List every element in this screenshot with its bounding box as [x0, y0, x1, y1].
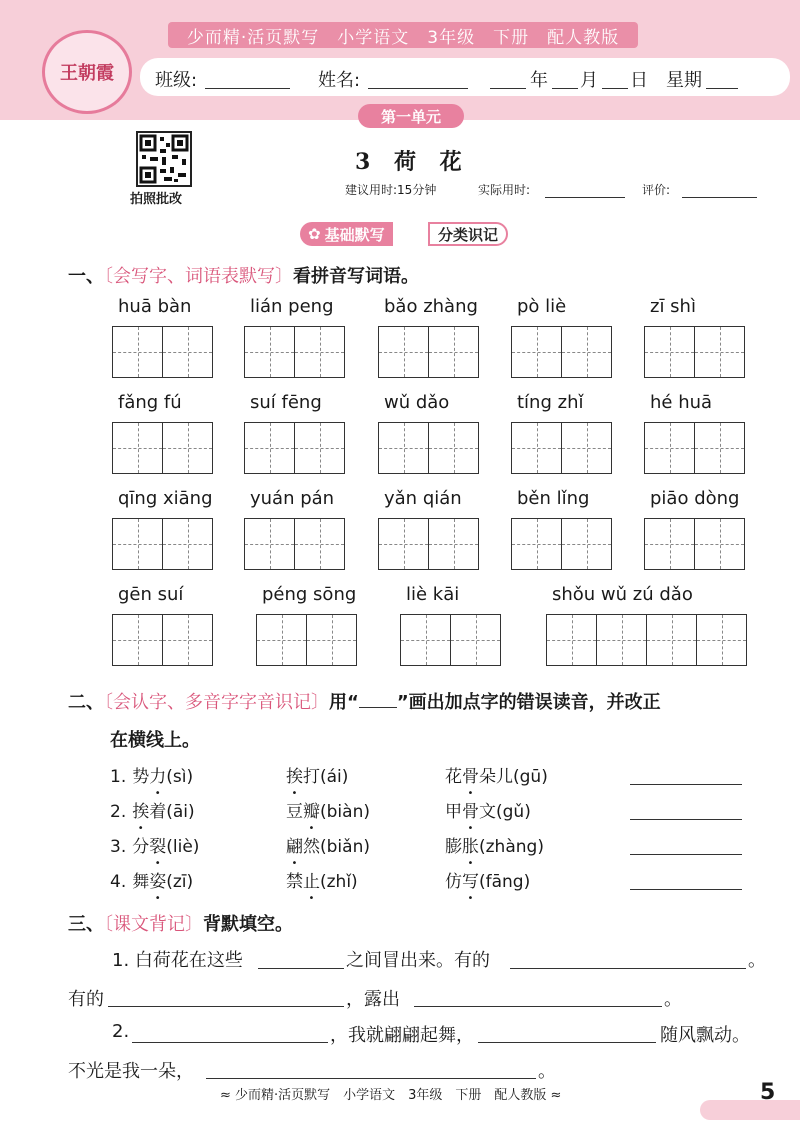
tianzi-cell[interactable] [428, 518, 479, 570]
dotted-char[interactable]: 挨 [286, 767, 303, 787]
q3-blank-2[interactable] [510, 968, 746, 969]
tianzi-cell[interactable] [256, 614, 307, 666]
pinyin-label: yuán pán [250, 488, 335, 509]
item-text: 豆 [286, 802, 303, 822]
tianzi-cell[interactable] [244, 326, 295, 378]
writing-grid[interactable] [511, 326, 612, 378]
actual-time-label: 实际用时: [478, 183, 531, 197]
q3-line4a: 不光是我一朵， [68, 1061, 194, 1082]
q2-text-b: ”画出加点字的错误读音，并改正 [396, 692, 661, 713]
q2-answer-line[interactable] [630, 784, 742, 785]
page-number: 5 [760, 1080, 776, 1105]
writing-grid[interactable] [511, 422, 612, 474]
tianzi-cell[interactable] [244, 422, 295, 474]
item-text: 着 [149, 802, 167, 822]
dotted-char[interactable]: 瓣 [303, 802, 320, 822]
evaluation-label: 评价: [642, 183, 671, 197]
q3-line2a: 有的 [68, 989, 104, 1010]
item-text: (fāng) [479, 872, 531, 892]
dotted-char[interactable]: 骨 [462, 767, 479, 787]
q3-blank-4[interactable] [414, 1006, 662, 1007]
writing-grid[interactable] [400, 614, 501, 666]
item-text: (āi) [166, 802, 195, 822]
q2-answer-line[interactable] [630, 819, 742, 820]
dotted-char[interactable]: 骨 [462, 802, 479, 822]
writing-grid[interactable] [256, 614, 357, 666]
tianzi-cell[interactable] [400, 614, 451, 666]
q2-answer-line[interactable] [630, 889, 742, 890]
class-label: 班级: [155, 70, 198, 91]
unit-badge: 第一单元 [358, 104, 464, 128]
q2-item [286, 797, 370, 822]
pinyin-label: piāo dòng [650, 488, 740, 509]
tianzi-cell[interactable] [112, 614, 163, 666]
writing-grid[interactable] [244, 518, 345, 570]
writing-grid[interactable] [644, 326, 745, 378]
item-text: (sì) [166, 767, 194, 787]
q3-blank-7[interactable] [206, 1078, 536, 1079]
item-text: 禁 [286, 872, 303, 892]
publisher-logo [42, 30, 132, 114]
item-text: (zhǐ) [320, 872, 358, 892]
q3-blank-6[interactable] [478, 1042, 656, 1043]
tianzi-cell[interactable] [428, 422, 479, 474]
q2-number: 二、 [68, 692, 104, 713]
lesson-title: 3 荷 花 [355, 149, 470, 175]
q2-item [286, 762, 348, 787]
month-field[interactable] [552, 70, 578, 89]
writing-grid[interactable] [112, 326, 213, 378]
q3-blank-3[interactable] [108, 1006, 344, 1007]
pinyin-label: zī shì [650, 296, 696, 317]
dotted-char[interactable]: 止 [303, 872, 320, 892]
tianzi-cell[interactable] [244, 518, 295, 570]
q1-text: 看拼音写词语。 [293, 266, 419, 287]
dotted-char[interactable]: 写 [462, 872, 479, 892]
item-text: 打 [303, 767, 320, 787]
item-text: 然 [303, 837, 320, 857]
section-tag-basic [300, 222, 393, 246]
tianzi-cell[interactable] [596, 614, 647, 666]
q2-item [110, 797, 195, 822]
q1-tag: 〔会写字、词语表默写〕 [104, 266, 293, 287]
pinyin-label: suí fēng [250, 392, 322, 413]
item-text: (zī) [166, 872, 194, 892]
qr-code-icon[interactable] [136, 131, 192, 187]
tianzi-cell[interactable] [294, 422, 345, 474]
q3-text: 背默填空。 [203, 914, 293, 935]
dotted-char[interactable]: 裂 [149, 837, 167, 857]
q2-item [445, 832, 544, 857]
item-text: 甲 [445, 802, 462, 822]
item-text: (biàn) [320, 802, 370, 822]
item-text: 花 [445, 767, 462, 787]
tianzi-cell[interactable] [112, 518, 163, 570]
class-field[interactable] [205, 70, 290, 89]
day-label: 日 [630, 70, 648, 91]
pinyin-label: shǒu wǔ zú dǎo [552, 584, 693, 605]
tianzi-cell[interactable] [378, 518, 429, 570]
tianzi-cell[interactable] [306, 614, 357, 666]
q2-item [445, 867, 530, 892]
q2-item [110, 867, 193, 892]
footer-wave [700, 1100, 800, 1120]
item-text: (ái) [320, 767, 349, 787]
writing-grid[interactable] [378, 326, 479, 378]
tianzi-cell[interactable] [428, 326, 479, 378]
dotted-char[interactable]: 姿 [149, 872, 167, 892]
tianzi-cell[interactable] [644, 518, 695, 570]
section-tag-basic-label: 基础默写 [324, 225, 385, 244]
tianzi-cell[interactable] [644, 326, 695, 378]
pinyin-label: huā bàn [118, 296, 192, 317]
item-text: 膨 [445, 837, 462, 857]
logo-text: 王朝霞 [60, 63, 114, 84]
pinyin-label: yǎn qián [384, 488, 462, 509]
item-text: (biǎn) [320, 837, 370, 857]
q2-text-c: 在横线上。 [110, 730, 200, 751]
section-tag-classify: 分类识记 [428, 222, 508, 246]
q3-heading [68, 910, 293, 936]
pinyin-label: wǔ dǎo [384, 392, 450, 413]
day-field[interactable] [602, 70, 628, 89]
q2-answer-line[interactable] [630, 854, 742, 855]
tianzi-cell[interactable] [294, 326, 345, 378]
q1-number: 一、 [68, 266, 104, 287]
q3-line2c: 。 [664, 989, 682, 1010]
q2-tag: 〔会认字、多音字字音识记〕 [104, 692, 329, 713]
q3-number: 三、 [68, 914, 104, 935]
q2-item [286, 867, 358, 892]
tianzi-cell[interactable] [694, 422, 745, 474]
item-text: (gū) [513, 767, 548, 787]
q3-blank-1[interactable] [258, 968, 344, 969]
pinyin-label: hé huā [650, 392, 713, 413]
suggested-time: 建议用时:15分钟 [345, 183, 437, 197]
pinyin-label: tíng zhǐ [517, 392, 584, 413]
item-text: 文 [479, 802, 496, 822]
pinyin-label: péng sōng [262, 584, 357, 605]
pinyin-label: liè kāi [406, 584, 460, 605]
writing-grid[interactable] [112, 614, 213, 666]
pinyin-label: pò liè [517, 296, 567, 317]
evaluation-field[interactable] [682, 197, 757, 198]
item-text: 1. [110, 767, 127, 787]
tianzi-cell[interactable] [162, 422, 213, 474]
writing-grid[interactable] [112, 422, 213, 474]
tianzi-cell[interactable] [694, 518, 745, 570]
tianzi-cell[interactable] [561, 326, 612, 378]
writing-grid[interactable] [546, 614, 747, 666]
q2-item [110, 832, 199, 857]
q2-item [445, 797, 531, 822]
pinyin-label: qīng xiāng [118, 488, 213, 509]
tianzi-cell[interactable] [378, 326, 429, 378]
dotted-char[interactable]: 力 [149, 767, 167, 787]
item-text: 3. [110, 837, 127, 857]
year-label: 年 [530, 70, 548, 91]
series-title: 少而精·活页默写 小学语文 3年级 下册 配人教版 [168, 22, 638, 48]
tianzi-cell[interactable] [511, 518, 562, 570]
tianzi-cell[interactable] [294, 518, 345, 570]
item-text: (gǔ) [496, 802, 531, 822]
item-text: 势 [132, 767, 150, 787]
writing-grid[interactable] [644, 518, 745, 570]
pinyin-label: bǎo zhàng [384, 296, 478, 317]
q2-heading [68, 688, 661, 714]
writing-grid[interactable] [244, 422, 345, 474]
writing-grid[interactable] [112, 518, 213, 570]
tianzi-cell[interactable] [162, 614, 213, 666]
q3-blank-5[interactable] [132, 1042, 328, 1043]
q3-line3b: ，我就翩翩起舞， [330, 1025, 474, 1046]
item-text: 2. [110, 802, 127, 822]
tianzi-cell[interactable] [511, 326, 562, 378]
flower-icon: ✿ [308, 225, 321, 243]
q3-line1c: 。 [748, 950, 766, 971]
name-label: 姓名: [318, 70, 361, 91]
pinyin-label: gēn suí [118, 584, 184, 605]
writing-grid[interactable] [378, 422, 479, 474]
item-text: 舞 [132, 872, 150, 892]
item-text: (zhàng) [479, 837, 544, 857]
dotted-char[interactable]: 胀 [462, 837, 479, 857]
dotted-char[interactable]: 挨 [132, 802, 150, 822]
q3-line1b: 之间冒出来。有的 [346, 950, 490, 971]
tianzi-cell[interactable] [561, 518, 612, 570]
writing-grid[interactable] [511, 518, 612, 570]
item-text: 朵儿 [479, 767, 513, 787]
q3-line1a: 1. 白荷花在这些 [112, 950, 243, 971]
tianzi-cell[interactable] [511, 422, 562, 474]
tianzi-cell[interactable] [378, 422, 429, 474]
q3-line3a: 2. [112, 1021, 130, 1042]
item-text: 4. [110, 872, 127, 892]
q2-item [286, 832, 370, 857]
tianzi-cell[interactable] [162, 326, 213, 378]
qr-label: 拍照批改 [130, 192, 183, 207]
actual-time-field[interactable] [545, 197, 625, 198]
q1-heading [68, 262, 419, 288]
tianzi-cell[interactable] [546, 614, 597, 666]
month-label: 月 [580, 70, 598, 91]
tianzi-cell[interactable] [112, 326, 163, 378]
tianzi-cell[interactable] [646, 614, 697, 666]
q3-tag: 〔课文背记〕 [104, 914, 203, 935]
q3-line2b: ，露出 [346, 989, 400, 1010]
writing-grid[interactable] [644, 422, 745, 474]
pinyin-label: fǎng fú [118, 392, 182, 413]
tianzi-cell[interactable] [694, 326, 745, 378]
tianzi-cell[interactable] [112, 422, 163, 474]
dotted-char[interactable]: 翩 [286, 837, 303, 857]
tianzi-cell[interactable] [561, 422, 612, 474]
item-text: (liè) [166, 837, 200, 857]
q2-text-a: 用“ [329, 692, 359, 713]
tianzi-cell[interactable] [162, 518, 213, 570]
q2-item [110, 762, 193, 787]
q2-underline-sample [359, 707, 397, 708]
year-field[interactable] [490, 70, 526, 89]
writing-grid[interactable] [244, 326, 345, 378]
q3-line3c: 随风飘动。 [660, 1025, 750, 1046]
footer-text: ≈ 少而精·活页默写 小学语文 3年级 下册 配人教版 ≈ [220, 1088, 562, 1103]
item-text: 仿 [445, 872, 462, 892]
writing-grid[interactable] [378, 518, 479, 570]
pinyin-label: lián peng [250, 296, 334, 317]
week-label: 星期 [666, 70, 702, 91]
q3-line4b: 。 [538, 1061, 556, 1082]
name-field[interactable] [368, 70, 468, 89]
q2-item [445, 762, 548, 787]
week-field[interactable] [706, 70, 738, 89]
pinyin-label: běn lǐng [517, 488, 590, 509]
item-text: 分 [132, 837, 150, 857]
tianzi-cell[interactable] [696, 614, 747, 666]
tianzi-cell[interactable] [644, 422, 695, 474]
tianzi-cell[interactable] [450, 614, 501, 666]
